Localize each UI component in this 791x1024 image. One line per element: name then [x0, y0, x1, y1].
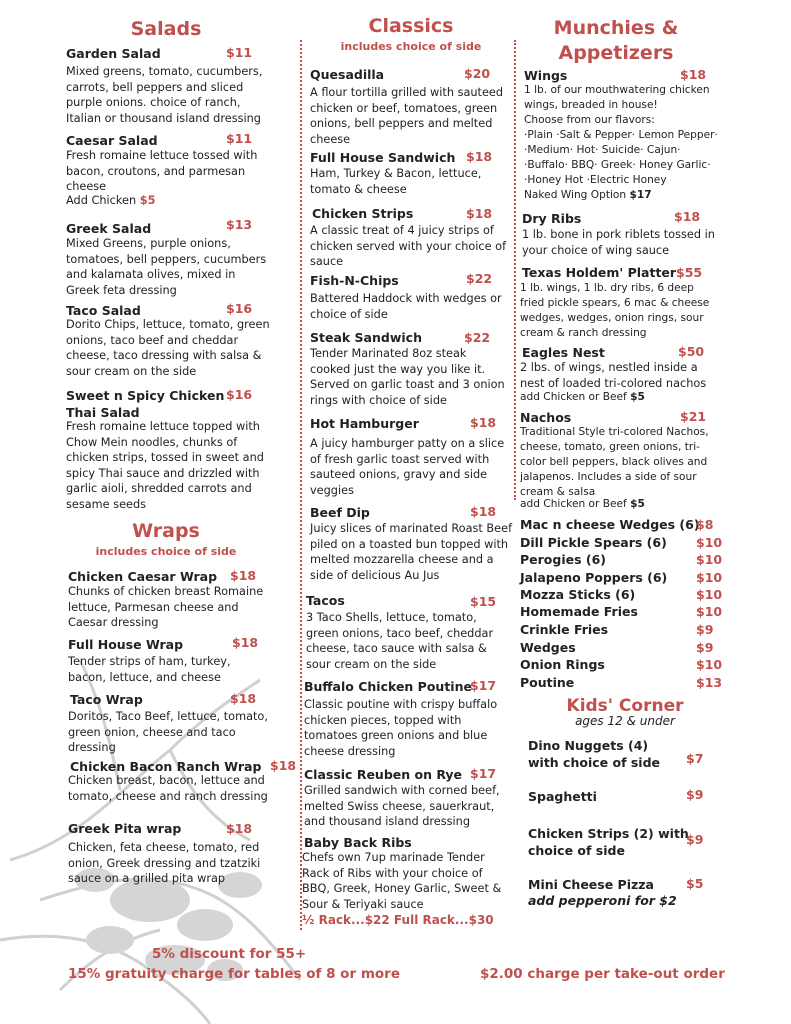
list-item-price: $8 [696, 517, 714, 532]
chicken-caesar-wrap-desc: Chunks of chicken breast Romaine lettuce, Parmesan cheese and Caesar dressing [68, 585, 264, 629]
greek-salad-price: $13 [226, 217, 253, 232]
chicken-caesar-wrap-name: Chicken Caesar Wrap [68, 569, 218, 584]
dry-ribs-desc: 1 lb. bone in pork riblets tossed in your choice of wing sauce [522, 228, 715, 257]
eagles-nest-extra [520, 390, 715, 405]
eagles-nest-name: Eagles Nest [522, 345, 605, 360]
wings-flavors-1: ·Plain ·Salt & Pepper· Lemon Pepper· [524, 129, 718, 141]
list-item-name: Poutine [520, 675, 575, 690]
quesadilla-price: $20 [464, 66, 491, 81]
greek-pita-wrap-price: $18 [226, 821, 253, 836]
chicken-strips-desc: A classic treat of 4 juicy strips of chicken served with your choice of sauce [310, 224, 507, 268]
list-item [520, 640, 576, 655]
thai-salad-desc: Fresh romaine lettuce topped with Chow Mein noodles, chunks of chicken strips, tossed in sweet and spicy Thai sauce and drizzled with garlic aioli, shredded carrots and sesame seeds [66, 420, 264, 511]
mini-cheese-pizza-price: $5 [686, 876, 704, 891]
greek-pita-wrap-name: Greek Pita wrap [68, 821, 182, 836]
nachos-extra [520, 497, 715, 512]
nachos-extra-label: add Chicken or Beef [520, 498, 627, 510]
taco-wrap-desc: Doritos, Taco Beef, lettuce, tomato, green onion, cheese and taco dressing [68, 710, 268, 754]
spaghetti-name: Spaghetti [528, 789, 597, 804]
mini-cheese-pizza-addon: add pepperoni for $2 [528, 893, 677, 908]
eagles-nest-desc: 2 lbs. of wings, nestled inside a nest of loaded tri-colored nachos [520, 361, 707, 390]
wraps-title: Wraps [132, 520, 200, 542]
list-item [520, 675, 574, 690]
full-house-sandwich-name: Full House Sandwich [310, 150, 456, 165]
taco-wrap-name: Taco Wrap [70, 692, 143, 707]
greek-salad-name: Greek Salad [66, 221, 152, 236]
classics-subtitle: includes choice of side [340, 40, 482, 53]
chicken-bacon-ranch-wrap-name: Chicken Bacon Ranch Wrap [70, 759, 262, 774]
full-house-wrap-name: Full House Wrap [68, 637, 184, 652]
steak-sandwich-name: Steak Sandwich [310, 330, 422, 345]
greek-salad-desc: Mixed Greens, purple onions, tomatoes, bell peppers, cucumbers and kalamata olives, mixed in Greek feta dressing [66, 237, 267, 297]
gratuity-notice: 15% gratuity charge for tables of 8 or more [68, 966, 400, 982]
dry-ribs-name: Dry Ribs [522, 211, 582, 226]
buffalo-chicken-poutine-desc: Classic poutine with crispy buffalo chicken pieces, topped with tomatoes green onions and blue cheese dressing [304, 698, 498, 758]
eagles-nest-extra-label: add Chicken or Beef [520, 391, 627, 403]
thai-salad-name-line1: Sweet n Spicy Chicken [66, 388, 225, 403]
caesar-salad-price: $11 [226, 131, 253, 146]
wings-flavors-2: ·Medium· Hot· Suicide· Cajun· [524, 144, 681, 156]
taco-salad-name: Taco Salad [66, 303, 141, 318]
beef-dip-price: $18 [470, 504, 497, 519]
chicken-bacon-ranch-wrap-desc: Chicken breast, bacon, lettuce and tomato, cheese and ranch dressing [68, 774, 268, 803]
list-item-name: Mac n cheese Wedges (6) [520, 517, 700, 532]
wings-naked-price: $17 [629, 189, 652, 201]
dino-nuggets-name-line2: with choice of side [528, 755, 661, 770]
dino-nuggets-price: $7 [686, 751, 704, 766]
buffalo-chicken-poutine-price: $17 [470, 678, 497, 693]
steak-sandwich-desc: Tender Marinated 8oz steak cooked just the way you like it. Served on garlic toast and 3 onion rings with choice of side [310, 347, 505, 407]
list-item [520, 604, 638, 619]
wings-flavors-4: ·Honey Hot ·Electric Honey [524, 174, 667, 186]
list-item-name: Homemade Fries [520, 604, 638, 619]
column-divider-right [514, 40, 516, 500]
tacos-price: $15 [470, 594, 497, 609]
taco-salad-price: $16 [226, 301, 253, 316]
wings-choose-flavors: Choose from our flavors: [524, 114, 655, 126]
hot-hamburger-price: $18 [470, 415, 497, 430]
caesar-add-chicken [66, 193, 278, 209]
garden-salad-name: Garden Salad [66, 46, 161, 61]
list-item [520, 657, 605, 672]
beef-dip-desc: Juicy slices of marinated Roast Beef piled on a toasted bun topped with melted mozzarella cheese and a side of delicious Au Jus [310, 522, 513, 582]
eagles-nest-price: $50 [678, 344, 705, 359]
hot-hamburger-name: Hot Hamburger [310, 416, 419, 431]
kids-chicken-strips-name-line2: choice of side [528, 843, 625, 858]
list-item [520, 535, 667, 550]
texas-holdem-desc: 1 lb. wings, 1 lb. dry ribs, 6 deep fried pickle spears, 6 mac & cheese wedges, wedges, onion rings, sour cream & ranch dressing [520, 282, 710, 339]
full-house-sandwich-desc: Ham, Turkey & Bacon, lettuce, tomato & cheese [310, 167, 482, 196]
kids-corner-title: Kids' Corner [566, 696, 684, 716]
kids-corner-subtitle: ages 12 & under [575, 714, 675, 728]
tacos-desc: 3 Taco Shells, lettuce, tomato, green onions, taco beef, cheddar cheese, taco sauce with salsa & sour cream on the side [306, 611, 494, 671]
munchies-title-line2: Appetizers [558, 42, 674, 64]
takeout-charge: $2.00 charge per take-out order [480, 966, 725, 982]
senior-discount: 5% discount for 55+ [152, 946, 307, 962]
caesar-salad-desc: Fresh romaine lettuce tossed with bacon, croutons, and parmesan cheese [66, 149, 258, 193]
list-item-name: Wedges [520, 640, 576, 655]
fish-n-chips-desc: Battered Haddock with wedges or choice of side [310, 292, 502, 321]
baby-back-ribs-price-line: ½ Rack...$22 Full Rack...$30 [302, 913, 494, 927]
wings-naked-option [524, 188, 719, 203]
baby-back-ribs-name: Baby Back Ribs [304, 835, 412, 850]
wings-desc-line: 1 lb. of our mouthwatering chicken wings, breaded in house! [524, 84, 710, 111]
list-item-price: $10 [696, 552, 723, 567]
nachos-extra-price: $5 [630, 498, 645, 510]
salads-title: Salads [130, 18, 202, 40]
fish-n-chips-name: Fish-N-Chips [310, 273, 399, 288]
classic-reuben-price: $17 [470, 766, 497, 781]
wings-price: $18 [680, 67, 707, 82]
list-item-price: $10 [696, 570, 723, 585]
list-item [520, 570, 667, 585]
full-house-wrap-price: $18 [232, 635, 259, 650]
nachos-desc: Traditional Style tri-colored Nachos, cheese, tomato, green onions, tri-color bell peppers, black olives and jalapenos. Includes a side of sour cream & salsa [520, 426, 709, 498]
list-item [520, 552, 606, 567]
list-item-price: $10 [696, 657, 723, 672]
thai-salad-price: $16 [226, 387, 253, 402]
list-item [520, 587, 635, 602]
mini-cheese-pizza-name: Mini Cheese Pizza [528, 877, 654, 892]
list-item-price: $10 [696, 535, 723, 550]
list-item-name: Mozza Sticks (6) [520, 587, 636, 602]
list-item-price: $9 [696, 640, 714, 655]
chicken-caesar-wrap-price: $18 [230, 568, 257, 583]
chicken-strips-price: $18 [466, 206, 493, 221]
nachos-name: Nachos [520, 410, 572, 425]
garden-salad-price: $11 [226, 45, 253, 60]
quesadilla-name: Quesadilla [310, 67, 385, 82]
list-item-name: Onion Rings [520, 657, 605, 672]
munchies-title-line1: Munchies & [553, 17, 679, 39]
tacos-name: Tacos [306, 593, 345, 608]
list-item-price: $9 [696, 622, 714, 637]
chicken-strips-name: Chicken Strips [312, 206, 414, 221]
list-item-price: $10 [696, 587, 723, 602]
texas-holdem-price: $55 [676, 265, 703, 280]
kids-chicken-strips-name-line1: Chicken Strips (2) with [528, 826, 689, 841]
wraps-subtitle: includes choice of side [95, 545, 237, 558]
list-item-price: $10 [696, 604, 723, 619]
list-item [520, 622, 608, 637]
list-item-name: Dill Pickle Spears (6) [520, 535, 667, 550]
classics-title: Classics [368, 15, 454, 37]
steak-sandwich-price: $22 [464, 330, 491, 345]
taco-wrap-price: $18 [230, 691, 257, 706]
wings-desc [524, 83, 719, 203]
wings-name: Wings [524, 68, 568, 83]
list-item-name: Perogies (6) [520, 552, 607, 567]
spaghetti-price: $9 [686, 787, 704, 802]
dino-nuggets-name-line1: Dino Nuggets (4) [528, 738, 649, 753]
baby-back-ribs-desc: Chefs own 7up marinade Tender Rack of Ribs with your choice of BBQ, Greek, Honey Garlic, Sweet & Sour & Teriyaki sauce [302, 851, 502, 911]
caesar-add-chicken-label: Add Chicken [66, 194, 137, 207]
column-divider-left [300, 40, 302, 930]
eagles-nest-extra-price: $5 [630, 391, 645, 403]
caesar-add-chicken-price: $5 [139, 194, 156, 207]
garden-salad-desc: Mixed greens, tomato, cucumbers, carrots, bell peppers and sliced purple onions. choice of ranch, Italian or thousand island dressing [66, 65, 263, 125]
wings-flavors-3: ·Buffalo· BBQ· Greek· Honey Garlic· [524, 159, 711, 171]
buffalo-chicken-poutine-name: Buffalo Chicken Poutine [304, 679, 472, 694]
list-item-name: Crinkle Fries [520, 622, 609, 637]
list-item-name: Jalapeno Poppers (6) [520, 570, 668, 585]
thai-salad-name-line2: Thai Salad [66, 405, 140, 420]
full-house-wrap-desc: Tender strips of ham, turkey, bacon, lettuce, and cheese [68, 655, 231, 684]
beef-dip-name: Beef Dip [310, 505, 370, 520]
chicken-bacon-ranch-wrap-price: $18 [270, 758, 297, 773]
greek-pita-wrap-desc: Chicken, feta cheese, tomato, red onion, Greek dressing and tzatziki sauce on a grilled pita wrap [68, 841, 261, 885]
taco-salad-desc: Dorito Chips, lettuce, tomato, green onions, taco beef and cheddar cheese, taco dressing with salsa & sour cream on the side [66, 318, 270, 378]
wings-naked-label: Naked Wing Option [524, 189, 627, 201]
classic-reuben-desc: Grilled sandwich with corned beef, melted Swiss cheese, sauerkraut, and thousand island dressing [304, 784, 500, 828]
full-house-sandwich-price: $18 [466, 149, 493, 164]
hot-hamburger-desc: A juicy hamburger patty on a slice of fresh garlic toast served with sauteed onions, gravy and side veggies [310, 437, 505, 497]
list-item-price: $13 [696, 675, 723, 690]
quesadilla-desc: A flour tortilla grilled with sauteed chicken or beef, tomatoes, green onions, bell peppers and melted cheese [310, 86, 504, 146]
kids-chicken-strips-price: $9 [686, 832, 704, 847]
caesar-salad-name: Caesar Salad [66, 133, 158, 148]
classic-reuben-name: Classic Reuben on Rye [304, 767, 463, 782]
list-item [520, 517, 700, 532]
nachos-price: $21 [680, 409, 707, 424]
dry-ribs-price: $18 [674, 209, 701, 224]
texas-holdem-name: Texas Holdem' Platter [522, 265, 677, 280]
fish-n-chips-price: $22 [466, 271, 493, 286]
